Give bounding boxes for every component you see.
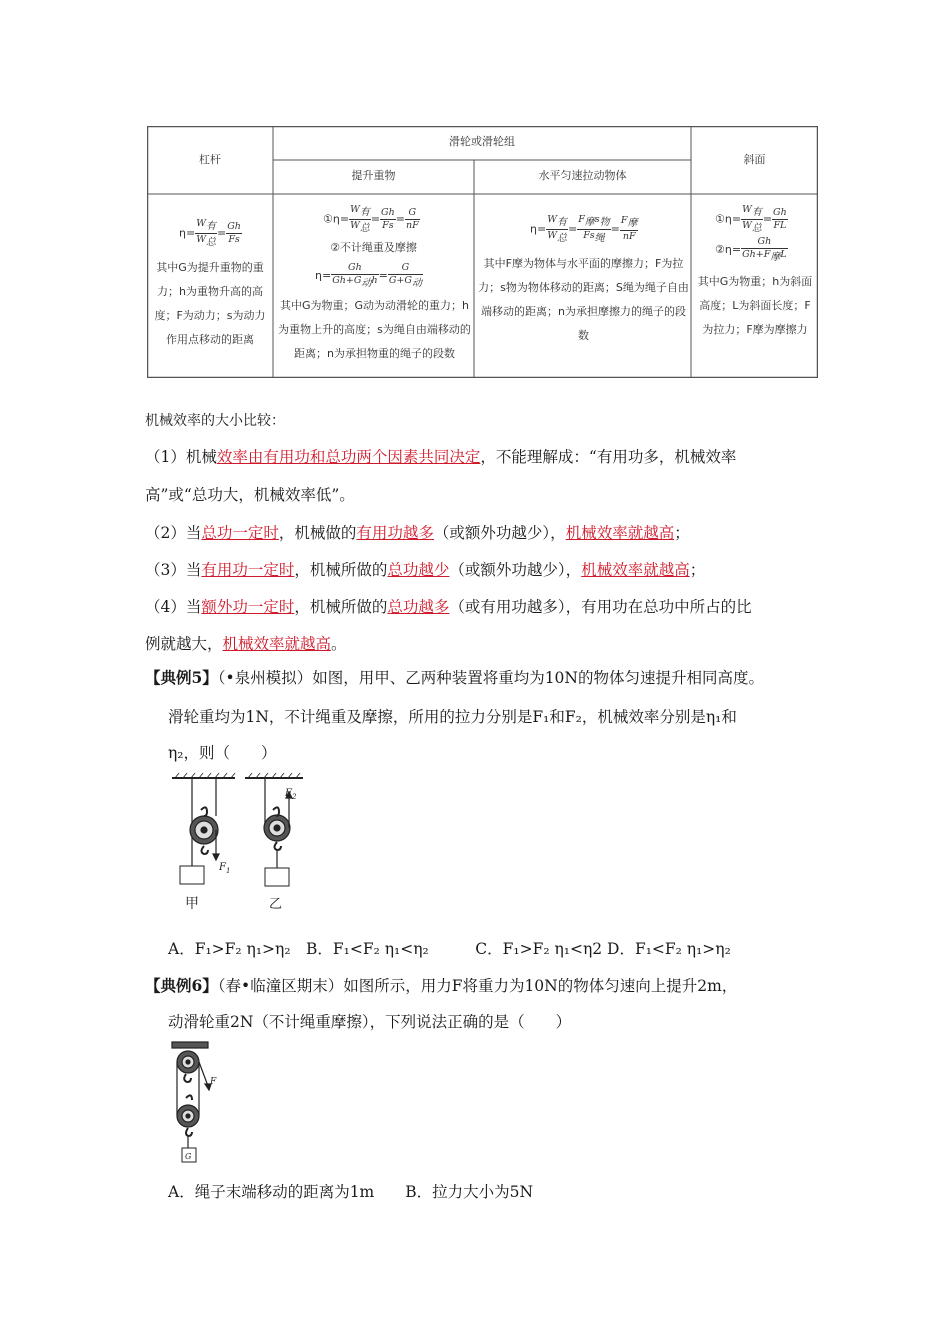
- example-6-line-1: 【典例6】（春•临潼区期末）如图所示，用力F将重力为10N的物体匀速向上提升2m，: [145, 976, 738, 995]
- header-lift: 提升重物: [351, 169, 396, 182]
- example-6-line-2: 动滑轮重2N（不计绳重摩擦），下列说法正确的是（ ）: [168, 1013, 572, 1031]
- drag-formula: η= $\frac{W_有}{W_总}$ = $\frac{F_摩s_物}{Fs_绳}$ = $\frac{F_摩}{nF}$: [530, 214, 638, 244]
- paragraph-1-line-2: 高”或“总功大，机械效率低”。: [145, 486, 355, 504]
- force-label-f: F: [210, 1077, 217, 1087]
- incline-formula-1: ①η= $\frac{W_有}{W_总}$ = $\frac{Gh}{FL}$: [715, 204, 787, 234]
- figure-caption-jia: 甲: [185, 896, 199, 912]
- lift-desc: 其中G为物重；G动为动滑轮的重力；h为重物上升的高度；s为绳自由端移动的距离；n为承担物重的绳子的段数: [278, 299, 471, 360]
- lift-note: ②不计绳重及摩擦: [330, 241, 417, 254]
- drag-desc: 其中F摩为物体与水平面的摩擦力；F为拉力；s物为物体移动的距离；S绳为绳子自由端移动的距离；n为承担摩擦力的绳子的段数: [478, 257, 689, 342]
- figure-caption-yi: 乙: [269, 897, 283, 912]
- paragraph-3: （3）当有用功一定时，机械所做的总功越少（或额外功越少），机械效率就越高；: [145, 561, 706, 579]
- weight-label-g: G: [185, 1152, 192, 1161]
- example-5-line-2: 滑轮重均为1N，不计绳重及摩擦，所用的拉力分别是F₁和F₂，机械效率分别是η₁和: [168, 708, 737, 726]
- header-lever: 杠杆: [199, 153, 221, 166]
- header-pulley: 滑轮或滑轮组: [449, 135, 515, 148]
- example-5-line-1: 【典例5】（•泉州模拟）如图，用甲、乙两种装置将重均为10N的物体匀速提升相同高度。: [145, 668, 764, 687]
- paragraph-1-line-1: （1）机械效率由有用功和总功两个因素共同决定，不能理解成：“有用功多，机械效率: [145, 448, 737, 466]
- force-label-f1: $F_1$: [219, 862, 231, 875]
- incline-formula-2: ②η= $\frac{Gh}{Gh+F_摩L}$: [715, 236, 787, 263]
- paragraph-4-line-1: （4）当额外功一定时，机械所做的总功越多（或有用功越多），有用功在总功中所占的比: [145, 598, 752, 616]
- lift-formula-1: ①η= $\frac{W_有}{W_总}$ = $\frac{Gh}{Fs}$ = $\frac{G}{nF}$: [323, 204, 419, 234]
- header-incline: 斜面: [743, 153, 766, 166]
- pulley-figure-jia-yi: [165, 770, 315, 915]
- example-6-options: A．绳子末端移动的距离为1m B．拉力大小为5N: [168, 1183, 534, 1201]
- lever-desc: 其中G为提升重物的重力；h为重物升高的高度；F为动力；s为动力作用点移动的距离: [154, 261, 266, 346]
- pulley-yi: [245, 773, 303, 886]
- incline-desc: 其中G为物重；h为斜面高度；L为斜面长度；F为拉力；F摩为摩擦力: [697, 275, 813, 336]
- force-label-f2: $F_2$: [285, 788, 297, 801]
- lift-formula-2: η= $\frac{Gh}{Gh+G_动h}$ = $\frac{G}{G+G_动}$: [315, 262, 422, 289]
- efficiency-table: [147, 126, 818, 378]
- example-5-line-3: η₂，则（ ）: [168, 744, 277, 762]
- paragraph-2: （2）当总功一定时，机械做的有用功越多（或额外功越少），机械效率就越高；: [145, 524, 690, 542]
- paragraph-4-line-2: 例就越大，机械效率就越高。: [145, 635, 347, 653]
- lever-formula: η= $\frac{W_有}{W_总}$ = $\frac{Gh}{Fs}$: [179, 218, 241, 248]
- section-heading: 机械效率的大小比较：: [145, 413, 285, 429]
- pulley-block-figure: [168, 1040, 228, 1168]
- example-5-options: A．F₁>F₂ η₁>η₂ B．F₁<F₂ η₁<η₂ C．F₁>F₂ η₁<η2 D．F₁<F₂ η₁>η₂: [168, 940, 731, 958]
- header-drag: 水平匀速拉动物体: [538, 169, 627, 182]
